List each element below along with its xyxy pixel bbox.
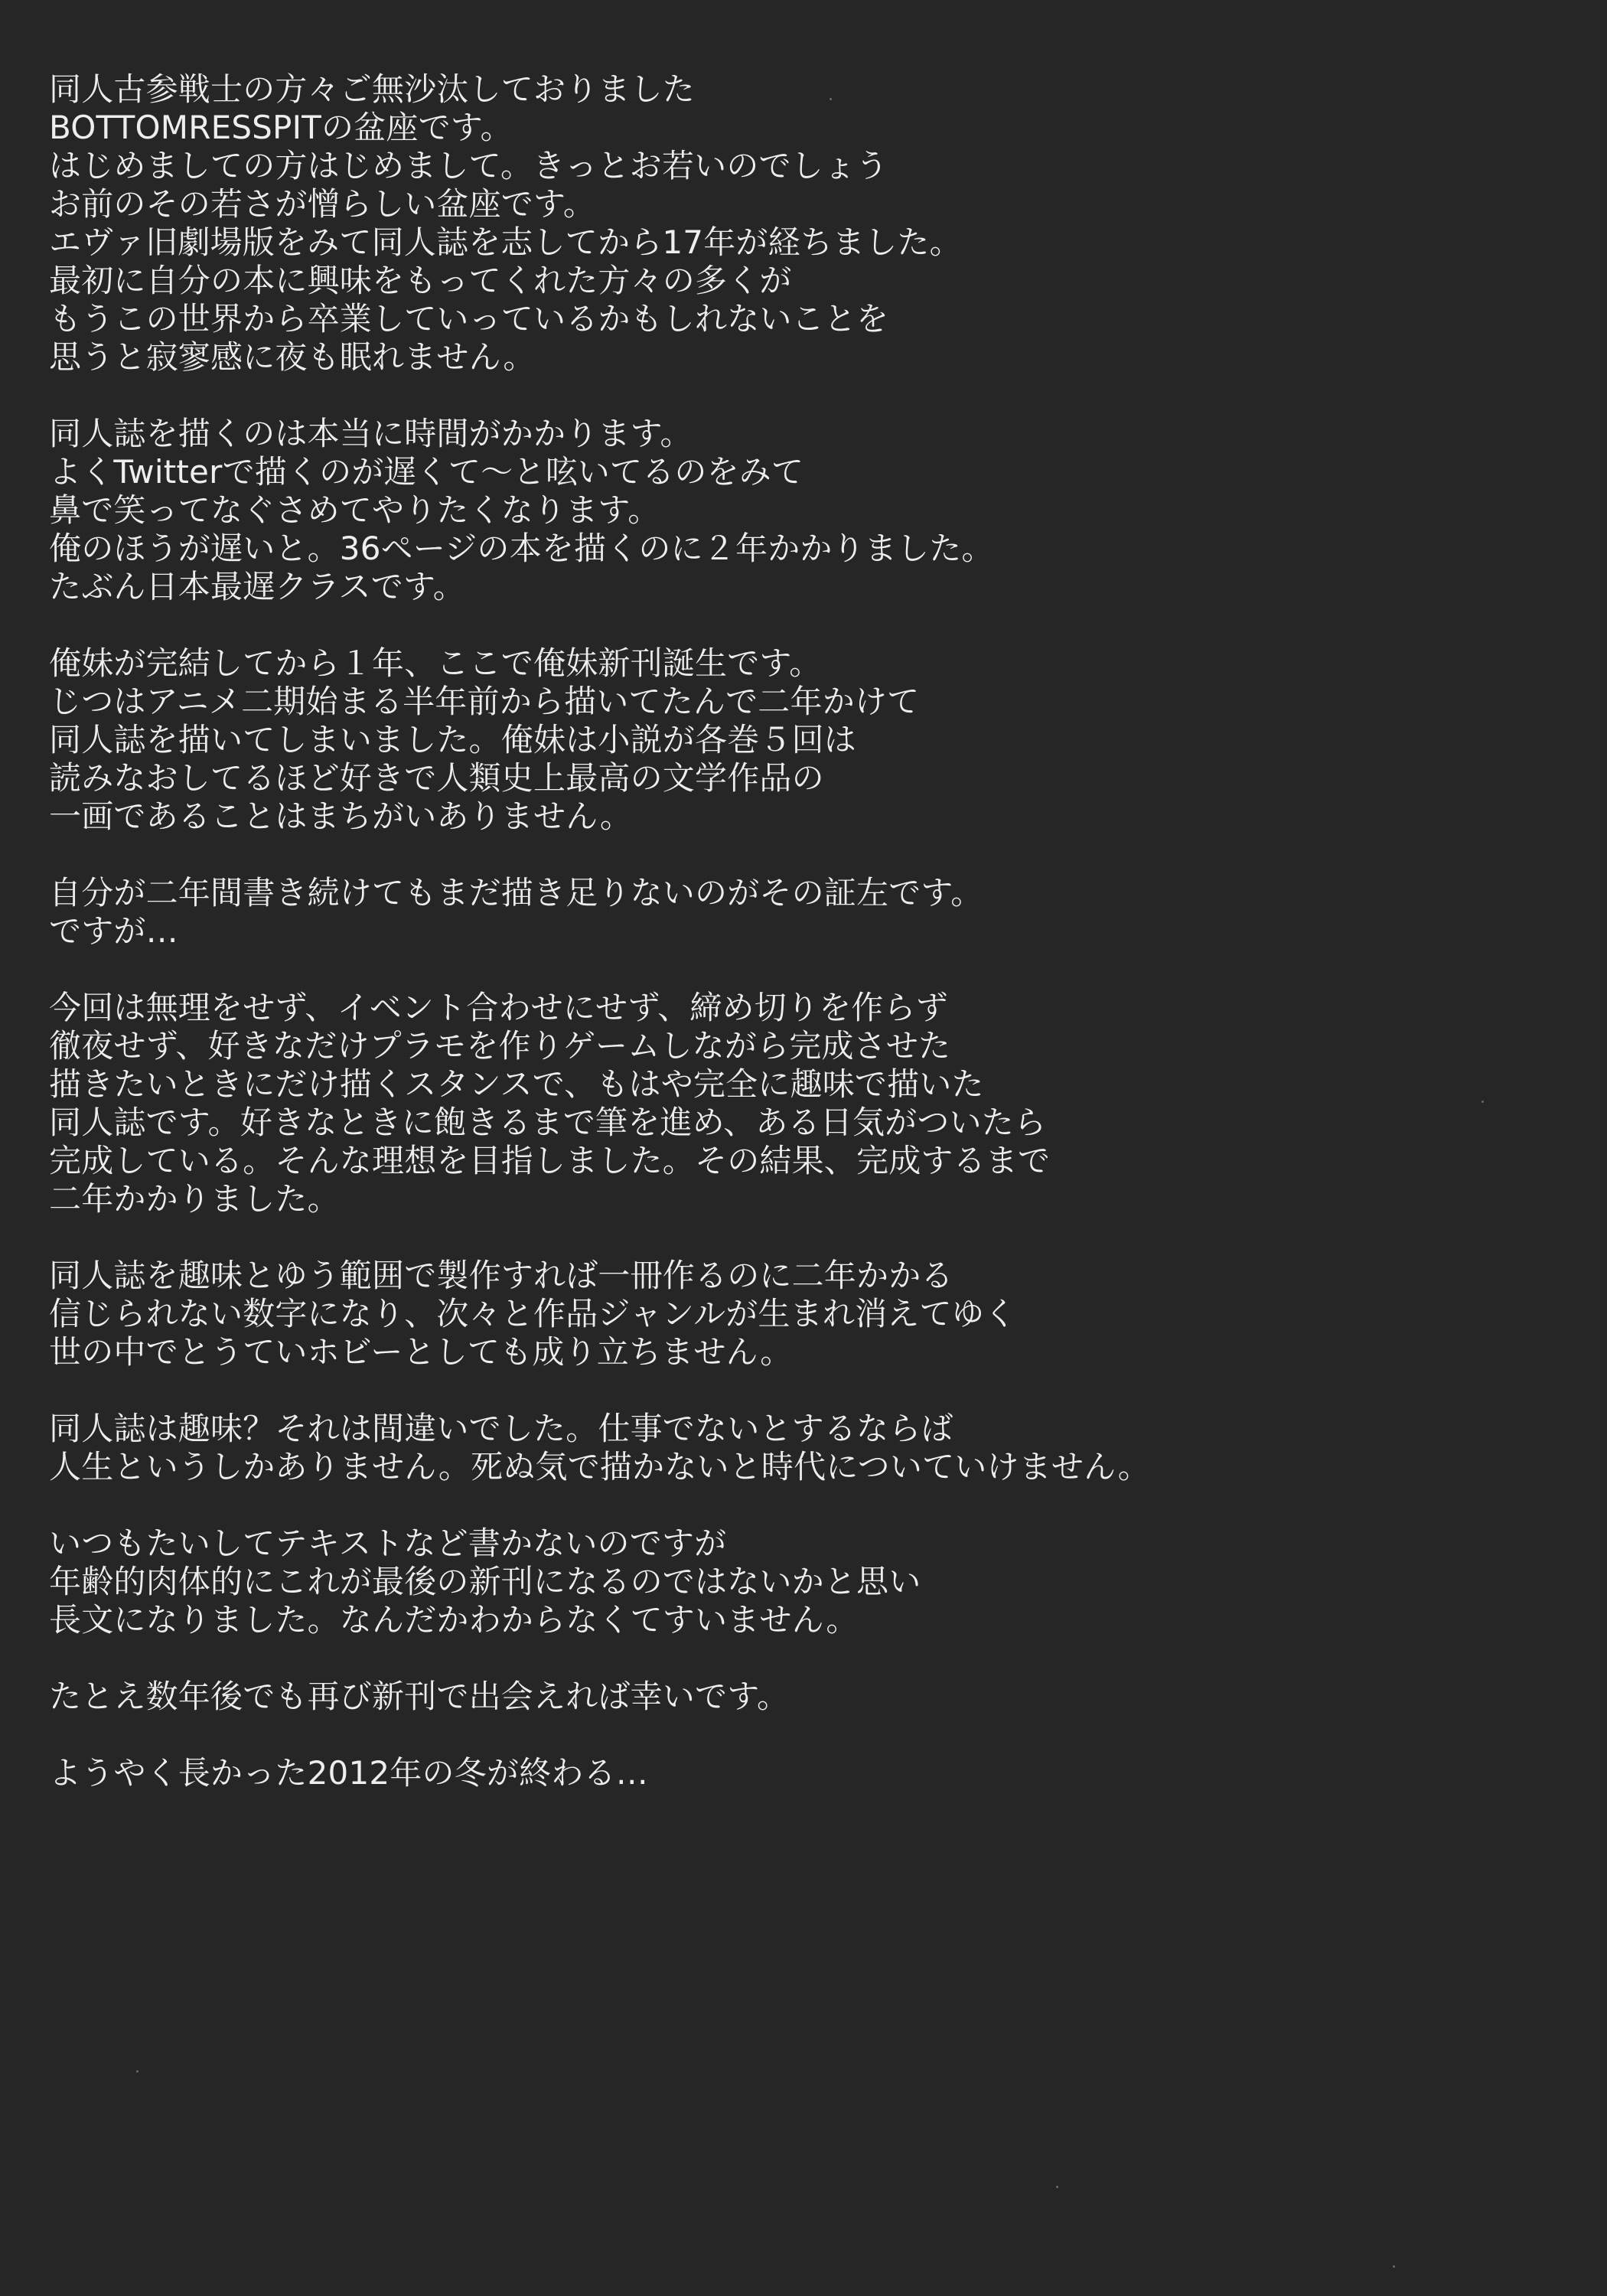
paragraph — [49, 1257, 1549, 1371]
text-line: エヴァ旧劇場版をみて同人誌を志してから17年が経ちました。 — [49, 223, 962, 261]
text-line: 鼻で笑ってなぐさめてやりたくなります。 — [49, 491, 660, 529]
text-line: 読みなおしてるほど好きで人類史上最高の文学作品の — [49, 759, 824, 797]
text-line: 世の中でとうていホビーとしても成り立ちません。 — [49, 1333, 793, 1371]
text-line: いつもたいしてテキストなど書かないのですが — [49, 1525, 727, 1562]
paragraph — [49, 644, 1549, 836]
text-line: 俺妹が完結してから１年、ここで俺妹新刊誕生です。 — [49, 644, 822, 682]
text-line: 一画であることはまちがいありません。 — [49, 797, 633, 835]
text-line: 同人誌を描くのは本当に時間がかかります。 — [49, 415, 693, 452]
text-line: じつはアニメ二期始まる半年前から描いてたんで二年かけて — [49, 683, 920, 720]
text-line: 人生というしかありません。死ぬ気で描かないと時代についていけません。 — [49, 1448, 1151, 1486]
paragraph — [49, 874, 1549, 951]
text-line: もうこの世界から卒業していっているかもしれないことを — [49, 300, 889, 338]
text-line: 描きたいときにだけ描くスタンスで、もはや完全に趣味で描いた — [49, 1065, 984, 1103]
print-speck — [830, 98, 832, 100]
text-line: 信じられない数字になり、次々と作品ジャンルが生まれ消えてゆく — [49, 1295, 1017, 1332]
text-line: 年齢的肉体的にこれが最後の新刊になるのではないかと思い — [49, 1563, 921, 1600]
text-line: 最初に自分の本に興味をもってくれた方々の多くが — [49, 262, 792, 299]
paragraph — [49, 1754, 1549, 1792]
print-speck — [136, 2070, 139, 2073]
text-line: 同人誌を描いてしまいました。俺妹は小説が各巻５回は — [49, 721, 857, 758]
paragraph — [49, 1678, 1549, 1716]
text-line: 同人誌です。好きなときに飽きるまで筆を進め、ある日気がついたら — [49, 1104, 1047, 1141]
text-line: よくTwitterで描くのが遅くて〜と呟いてるのをみて — [49, 453, 804, 491]
paragraph — [49, 1410, 1549, 1486]
print-speck — [1056, 2186, 1058, 2188]
paragraph — [49, 989, 1549, 1218]
text-line: ようやく長かった2012年の冬が終わる… — [49, 1754, 648, 1792]
text-line: 思うと寂寥感に夜も眠れません。 — [49, 338, 536, 376]
text-line: 自分が二年間書き続けてもまだ描き足りないのがその証左です。 — [49, 874, 983, 912]
text-line: ですが… — [49, 912, 178, 950]
paragraph — [49, 1525, 1549, 1639]
paragraph — [49, 415, 1549, 606]
text-line: 俺のほうが遅いと。36ページの本を描くのに２年かかりました。 — [49, 530, 994, 567]
text-line: 徹夜せず、好きなだけプラモを作りゲームしながら完成させた — [49, 1027, 951, 1065]
text-line: BOTTOMRESSPITの盆座です。 — [49, 109, 513, 146]
text-line: 同人古参戦士の方々ご無沙汰しておりました — [49, 70, 696, 108]
text-line: お前のその若さが憎らしい盆座です。 — [49, 185, 596, 223]
text-line: 同人誌は趣味？それは間違いでした。仕事でないとするならば — [49, 1410, 953, 1447]
paragraph — [49, 70, 1549, 377]
text-line: たとえ数年後でも再び新刊で出会えれば幸いです。 — [49, 1678, 790, 1715]
print-speck — [1482, 1101, 1484, 1103]
afterword-text — [49, 70, 1549, 1831]
text-line: 完成している。そんな理想を目指しました。その結果、完成するまで — [49, 1142, 1051, 1179]
text-line: はじめましての方はじめまして。きっとお若いのでしょう — [49, 147, 888, 184]
print-speck — [1393, 2265, 1395, 2268]
text-line: 長文になりました。なんだかわからなくてすいません。 — [49, 1601, 859, 1639]
text-line: 今回は無理をせず、イベント合わせにせず、締め切りを作らず — [49, 989, 948, 1026]
text-line: 同人誌を趣味とゆう範囲で製作すれば一冊作るのに二年かかる — [49, 1257, 953, 1294]
text-line: たぶん日本最遅クラスです。 — [49, 568, 465, 605]
text-line: 二年かかりました。 — [49, 1180, 340, 1218]
